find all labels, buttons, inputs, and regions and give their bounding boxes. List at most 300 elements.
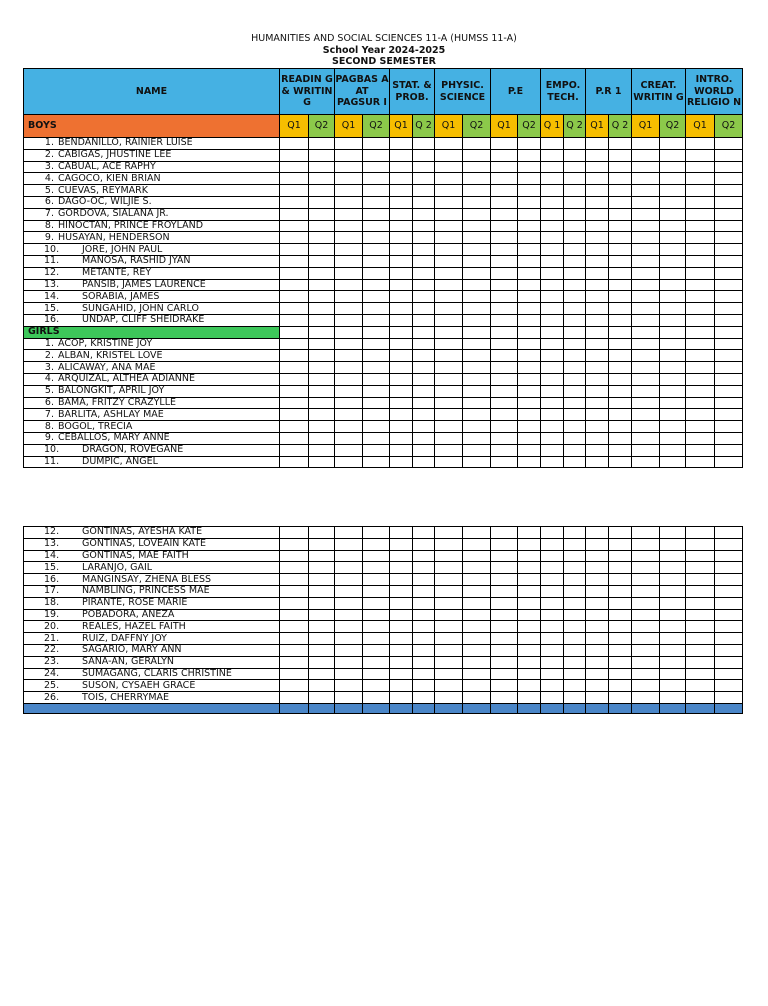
grade-cell[interactable] [435, 138, 463, 150]
grade-cell[interactable] [463, 538, 491, 550]
grade-cell[interactable] [363, 244, 390, 256]
grade-cell[interactable] [390, 244, 413, 256]
grade-cell[interactable] [363, 680, 390, 692]
grade-cell[interactable] [491, 185, 518, 197]
grade-cell[interactable] [363, 538, 390, 550]
grade-cell[interactable] [609, 314, 632, 326]
grade-cell[interactable] [518, 385, 541, 397]
grade-cell[interactable] [632, 326, 660, 338]
grade-cell[interactable] [335, 303, 363, 315]
grade-cell[interactable] [309, 444, 335, 456]
grade-cell[interactable] [586, 362, 609, 374]
grade-cell[interactable] [413, 397, 435, 409]
grade-cell[interactable] [280, 597, 309, 609]
grade-cell[interactable] [518, 692, 541, 704]
grade-cell[interactable] [363, 574, 390, 586]
grade-cell[interactable] [686, 527, 715, 539]
grade-cell[interactable] [335, 255, 363, 267]
grade-cell[interactable] [686, 385, 715, 397]
grade-cell[interactable] [435, 621, 463, 633]
grade-cell[interactable] [564, 609, 586, 621]
grade-cell[interactable] [586, 244, 609, 256]
grade-cell[interactable] [435, 609, 463, 621]
grade-cell[interactable] [564, 456, 586, 468]
grade-cell[interactable] [660, 208, 686, 220]
grade-cell[interactable] [491, 220, 518, 232]
grade-cell[interactable] [280, 279, 309, 291]
grade-cell[interactable] [491, 232, 518, 244]
grade-cell[interactable] [564, 161, 586, 173]
grade-cell[interactable] [541, 362, 564, 374]
grade-cell[interactable] [518, 527, 541, 539]
grade-cell[interactable] [280, 456, 309, 468]
grade-cell[interactable] [686, 409, 715, 421]
grade-cell[interactable] [280, 138, 309, 150]
grade-cell[interactable] [491, 385, 518, 397]
grade-cell[interactable] [686, 267, 715, 279]
grade-cell[interactable] [715, 585, 743, 597]
grade-cell[interactable] [491, 267, 518, 279]
grade-cell[interactable] [586, 255, 609, 267]
grade-cell[interactable] [335, 161, 363, 173]
grade-cell[interactable] [586, 149, 609, 161]
grade-cell[interactable] [632, 538, 660, 550]
grade-cell[interactable] [463, 409, 491, 421]
grade-cell[interactable] [335, 597, 363, 609]
grade-cell[interactable] [518, 326, 541, 338]
grade-cell[interactable] [586, 668, 609, 680]
grade-cell[interactable] [309, 432, 335, 444]
grade-cell[interactable] [564, 385, 586, 397]
grade-cell[interactable] [660, 291, 686, 303]
grade-cell[interactable] [564, 267, 586, 279]
grade-cell[interactable] [435, 656, 463, 668]
grade-cell[interactable] [686, 149, 715, 161]
grade-cell[interactable] [715, 597, 743, 609]
grade-cell[interactable] [686, 656, 715, 668]
grade-cell[interactable] [632, 196, 660, 208]
grade-cell[interactable] [586, 397, 609, 409]
grade-cell[interactable] [413, 291, 435, 303]
grade-cell[interactable] [309, 279, 335, 291]
grade-cell[interactable] [309, 138, 335, 150]
grade-cell[interactable] [632, 350, 660, 362]
grade-cell[interactable] [564, 232, 586, 244]
grade-cell[interactable] [564, 138, 586, 150]
grade-cell[interactable] [586, 303, 609, 315]
grade-cell[interactable] [632, 373, 660, 385]
grade-cell[interactable] [609, 303, 632, 315]
grade-cell[interactable] [463, 326, 491, 338]
grade-cell[interactable] [541, 326, 564, 338]
grade-cell[interactable] [435, 255, 463, 267]
grade-cell[interactable] [463, 432, 491, 444]
grade-cell[interactable] [686, 633, 715, 645]
grade-cell[interactable] [413, 409, 435, 421]
grade-cell[interactable] [541, 208, 564, 220]
grade-cell[interactable] [463, 597, 491, 609]
grade-cell[interactable] [390, 609, 413, 621]
grade-cell[interactable] [518, 161, 541, 173]
grade-cell[interactable] [518, 173, 541, 185]
grade-cell[interactable] [363, 444, 390, 456]
grade-cell[interactable] [660, 149, 686, 161]
grade-cell[interactable] [609, 609, 632, 621]
grade-cell[interactable] [686, 456, 715, 468]
grade-cell[interactable] [715, 644, 743, 656]
grade-cell[interactable] [564, 338, 586, 350]
grade-cell[interactable] [609, 585, 632, 597]
grade-cell[interactable] [309, 314, 335, 326]
grade-cell[interactable] [686, 138, 715, 150]
grade-cell[interactable] [413, 196, 435, 208]
grade-cell[interactable] [686, 350, 715, 362]
grade-cell[interactable] [390, 138, 413, 150]
grade-cell[interactable] [715, 303, 743, 315]
grade-cell[interactable] [309, 338, 335, 350]
grade-cell[interactable] [715, 409, 743, 421]
grade-cell[interactable] [541, 692, 564, 704]
grade-cell[interactable] [280, 397, 309, 409]
grade-cell[interactable] [660, 244, 686, 256]
grade-cell[interactable] [413, 668, 435, 680]
grade-cell[interactable] [586, 291, 609, 303]
grade-cell[interactable] [609, 267, 632, 279]
grade-cell[interactable] [564, 574, 586, 586]
grade-cell[interactable] [518, 456, 541, 468]
grade-cell[interactable] [491, 314, 518, 326]
grade-cell[interactable] [564, 326, 586, 338]
grade-cell[interactable] [491, 644, 518, 656]
grade-cell[interactable] [686, 609, 715, 621]
grade-cell[interactable] [280, 196, 309, 208]
grade-cell[interactable] [541, 279, 564, 291]
grade-cell[interactable] [609, 161, 632, 173]
grade-cell[interactable] [363, 338, 390, 350]
grade-cell[interactable] [564, 621, 586, 633]
grade-cell[interactable] [632, 562, 660, 574]
grade-cell[interactable] [491, 597, 518, 609]
grade-cell[interactable] [632, 550, 660, 562]
grade-cell[interactable] [715, 421, 743, 433]
grade-cell[interactable] [632, 527, 660, 539]
grade-cell[interactable] [609, 421, 632, 433]
grade-cell[interactable] [435, 550, 463, 562]
grade-cell[interactable] [586, 432, 609, 444]
grade-cell[interactable] [564, 149, 586, 161]
grade-cell[interactable] [309, 220, 335, 232]
grade-cell[interactable] [280, 609, 309, 621]
grade-cell[interactable] [413, 432, 435, 444]
grade-cell[interactable] [309, 173, 335, 185]
grade-cell[interactable] [715, 385, 743, 397]
grade-cell[interactable] [280, 161, 309, 173]
grade-cell[interactable] [335, 621, 363, 633]
grade-cell[interactable] [463, 185, 491, 197]
grade-cell[interactable] [609, 633, 632, 645]
grade-cell[interactable] [491, 668, 518, 680]
grade-cell[interactable] [632, 680, 660, 692]
grade-cell[interactable] [715, 208, 743, 220]
grade-cell[interactable] [564, 397, 586, 409]
grade-cell[interactable] [335, 220, 363, 232]
grade-cell[interactable] [609, 668, 632, 680]
grade-cell[interactable] [541, 267, 564, 279]
grade-cell[interactable] [541, 303, 564, 315]
grade-cell[interactable] [632, 208, 660, 220]
grade-cell[interactable] [541, 185, 564, 197]
grade-cell[interactable] [280, 421, 309, 433]
grade-cell[interactable] [632, 149, 660, 161]
grade-cell[interactable] [518, 421, 541, 433]
grade-cell[interactable] [609, 255, 632, 267]
grade-cell[interactable] [309, 456, 335, 468]
grade-cell[interactable] [309, 208, 335, 220]
grade-cell[interactable] [541, 621, 564, 633]
grade-cell[interactable] [413, 538, 435, 550]
grade-cell[interactable] [390, 668, 413, 680]
grade-cell[interactable] [435, 185, 463, 197]
grade-cell[interactable] [518, 656, 541, 668]
grade-cell[interactable] [435, 326, 463, 338]
grade-cell[interactable] [363, 432, 390, 444]
grade-cell[interactable] [363, 161, 390, 173]
grade-cell[interactable] [280, 232, 309, 244]
grade-cell[interactable] [686, 538, 715, 550]
grade-cell[interactable] [435, 373, 463, 385]
grade-cell[interactable] [609, 444, 632, 456]
grade-cell[interactable] [363, 692, 390, 704]
grade-cell[interactable] [435, 527, 463, 539]
grade-cell[interactable] [280, 633, 309, 645]
grade-cell[interactable] [335, 267, 363, 279]
grade-cell[interactable] [586, 656, 609, 668]
grade-cell[interactable] [335, 656, 363, 668]
grade-cell[interactable] [309, 350, 335, 362]
grade-cell[interactable] [390, 421, 413, 433]
grade-cell[interactable] [564, 409, 586, 421]
grade-cell[interactable] [280, 574, 309, 586]
grade-cell[interactable] [390, 456, 413, 468]
grade-cell[interactable] [390, 196, 413, 208]
grade-cell[interactable] [518, 196, 541, 208]
grade-cell[interactable] [309, 255, 335, 267]
grade-cell[interactable] [564, 279, 586, 291]
grade-cell[interactable] [390, 173, 413, 185]
grade-cell[interactable] [335, 208, 363, 220]
grade-cell[interactable] [632, 585, 660, 597]
grade-cell[interactable] [518, 444, 541, 456]
grade-cell[interactable] [541, 680, 564, 692]
grade-cell[interactable] [463, 279, 491, 291]
grade-cell[interactable] [280, 244, 309, 256]
grade-cell[interactable] [518, 432, 541, 444]
grade-cell[interactable] [609, 279, 632, 291]
grade-cell[interactable] [686, 597, 715, 609]
grade-cell[interactable] [309, 574, 335, 586]
grade-cell[interactable] [463, 680, 491, 692]
grade-cell[interactable] [363, 232, 390, 244]
grade-cell[interactable] [541, 456, 564, 468]
grade-cell[interactable] [309, 680, 335, 692]
grade-cell[interactable] [632, 397, 660, 409]
grade-cell[interactable] [463, 232, 491, 244]
grade-cell[interactable] [586, 562, 609, 574]
grade-cell[interactable] [280, 149, 309, 161]
grade-cell[interactable] [686, 244, 715, 256]
grade-cell[interactable] [491, 373, 518, 385]
grade-cell[interactable] [335, 149, 363, 161]
grade-cell[interactable] [586, 621, 609, 633]
grade-cell[interactable] [715, 633, 743, 645]
grade-cell[interactable] [335, 432, 363, 444]
grade-cell[interactable] [363, 255, 390, 267]
grade-cell[interactable] [541, 291, 564, 303]
grade-cell[interactable] [413, 149, 435, 161]
grade-cell[interactable] [715, 432, 743, 444]
grade-cell[interactable] [518, 680, 541, 692]
grade-cell[interactable] [280, 314, 309, 326]
grade-cell[interactable] [541, 562, 564, 574]
grade-cell[interactable] [586, 680, 609, 692]
grade-cell[interactable] [390, 538, 413, 550]
grade-cell[interactable] [632, 220, 660, 232]
grade-cell[interactable] [518, 621, 541, 633]
grade-cell[interactable] [280, 373, 309, 385]
grade-cell[interactable] [518, 373, 541, 385]
grade-cell[interactable] [609, 196, 632, 208]
grade-cell[interactable] [632, 409, 660, 421]
grade-cell[interactable] [660, 621, 686, 633]
grade-cell[interactable] [518, 538, 541, 550]
grade-cell[interactable] [686, 692, 715, 704]
grade-cell[interactable] [463, 196, 491, 208]
grade-cell[interactable] [632, 692, 660, 704]
grade-cell[interactable] [541, 232, 564, 244]
grade-cell[interactable] [715, 538, 743, 550]
grade-cell[interactable] [463, 644, 491, 656]
grade-cell[interactable] [586, 574, 609, 586]
grade-cell[interactable] [280, 444, 309, 456]
grade-cell[interactable] [363, 562, 390, 574]
grade-cell[interactable] [309, 267, 335, 279]
grade-cell[interactable] [491, 421, 518, 433]
grade-cell[interactable] [609, 244, 632, 256]
grade-cell[interactable] [363, 220, 390, 232]
grade-cell[interactable] [518, 362, 541, 374]
grade-cell[interactable] [463, 220, 491, 232]
grade-cell[interactable] [632, 255, 660, 267]
grade-cell[interactable] [518, 397, 541, 409]
grade-cell[interactable] [435, 432, 463, 444]
grade-cell[interactable] [518, 574, 541, 586]
grade-cell[interactable] [609, 538, 632, 550]
grade-cell[interactable] [660, 303, 686, 315]
grade-cell[interactable] [715, 244, 743, 256]
grade-cell[interactable] [435, 149, 463, 161]
grade-cell[interactable] [390, 633, 413, 645]
grade-cell[interactable] [715, 326, 743, 338]
grade-cell[interactable] [632, 362, 660, 374]
grade-cell[interactable] [413, 232, 435, 244]
grade-cell[interactable] [463, 208, 491, 220]
grade-cell[interactable] [363, 303, 390, 315]
grade-cell[interactable] [390, 185, 413, 197]
grade-cell[interactable] [413, 208, 435, 220]
grade-cell[interactable] [609, 220, 632, 232]
grade-cell[interactable] [435, 644, 463, 656]
grade-cell[interactable] [715, 173, 743, 185]
grade-cell[interactable] [660, 185, 686, 197]
grade-cell[interactable] [715, 373, 743, 385]
grade-cell[interactable] [715, 456, 743, 468]
grade-cell[interactable] [390, 680, 413, 692]
grade-cell[interactable] [609, 527, 632, 539]
grade-cell[interactable] [564, 421, 586, 433]
grade-cell[interactable] [541, 432, 564, 444]
grade-cell[interactable] [715, 656, 743, 668]
grade-cell[interactable] [390, 585, 413, 597]
grade-cell[interactable] [280, 562, 309, 574]
grade-cell[interactable] [660, 232, 686, 244]
grade-cell[interactable] [518, 291, 541, 303]
grade-cell[interactable] [609, 409, 632, 421]
grade-cell[interactable] [335, 279, 363, 291]
grade-cell[interactable] [390, 621, 413, 633]
grade-cell[interactable] [632, 432, 660, 444]
grade-cell[interactable] [541, 196, 564, 208]
grade-cell[interactable] [435, 173, 463, 185]
grade-cell[interactable] [413, 633, 435, 645]
grade-cell[interactable] [463, 338, 491, 350]
grade-cell[interactable] [435, 397, 463, 409]
grade-cell[interactable] [686, 668, 715, 680]
grade-cell[interactable] [435, 291, 463, 303]
grade-cell[interactable] [715, 138, 743, 150]
grade-cell[interactable] [586, 232, 609, 244]
grade-cell[interactable] [309, 644, 335, 656]
grade-cell[interactable] [586, 597, 609, 609]
grade-cell[interactable] [280, 267, 309, 279]
grade-cell[interactable] [564, 173, 586, 185]
grade-cell[interactable] [518, 255, 541, 267]
grade-cell[interactable] [335, 550, 363, 562]
grade-cell[interactable] [491, 279, 518, 291]
grade-cell[interactable] [390, 692, 413, 704]
grade-cell[interactable] [686, 173, 715, 185]
grade-cell[interactable] [463, 633, 491, 645]
grade-cell[interactable] [363, 633, 390, 645]
grade-cell[interactable] [413, 244, 435, 256]
grade-cell[interactable] [660, 456, 686, 468]
grade-cell[interactable] [335, 538, 363, 550]
grade-cell[interactable] [518, 585, 541, 597]
grade-cell[interactable] [363, 208, 390, 220]
grade-cell[interactable] [463, 656, 491, 668]
grade-cell[interactable] [660, 338, 686, 350]
grade-cell[interactable] [390, 267, 413, 279]
grade-cell[interactable] [491, 432, 518, 444]
grade-cell[interactable] [363, 279, 390, 291]
grade-cell[interactable] [660, 609, 686, 621]
grade-cell[interactable] [609, 680, 632, 692]
grade-cell[interactable] [518, 138, 541, 150]
grade-cell[interactable] [491, 680, 518, 692]
grade-cell[interactable] [435, 597, 463, 609]
grade-cell[interactable] [463, 350, 491, 362]
grade-cell[interactable] [609, 326, 632, 338]
grade-cell[interactable] [541, 397, 564, 409]
